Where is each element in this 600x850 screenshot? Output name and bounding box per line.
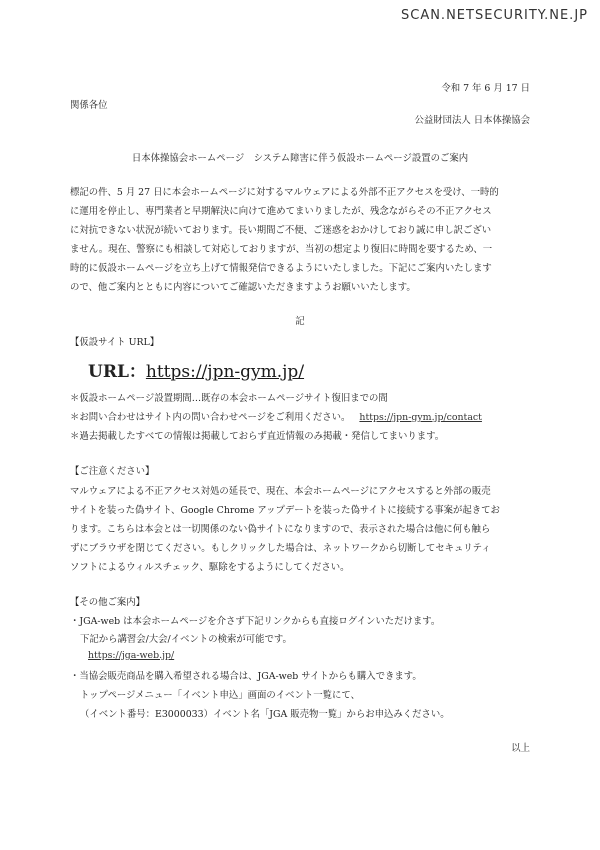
jga-web-url-link[interactable]: https://jga-web.jp/ — [88, 650, 175, 661]
other-item2-line2: トップページメニュー「イベント申込」画面のイベント一覧にて、 — [80, 690, 360, 701]
temp-note-contact-text: ＊お問い合わせはサイト内の問い合わせページをご利用ください。 — [70, 412, 351, 423]
document-date: 令和 7 年 6 月 17 日 — [441, 83, 530, 94]
intro-line: 標記の件、5 月 27 日に本会ホームページに対するマルウェアによる外部不正アクセスを受け、一時的 — [70, 187, 499, 198]
closing-mark: 以上 — [511, 743, 530, 754]
other-item2-line3: （イベント番号：E3000033）イベント名「JGA 販売物一覧」からお申込みください。 — [80, 709, 450, 720]
caution-line: ります。こちらは本会とは一切関係のない偽サイトになりますので、表示された場合は他に何も触ら — [70, 524, 491, 535]
intro-line: に対抗できない状況が続いております。長い期間ご不便、ご迷惑をおかけしており誠に申し訳ござい — [70, 225, 492, 236]
temp-note-period: ＊仮設ホームページ設置期間…既存の本会ホームページサイト復旧までの間 — [70, 393, 388, 404]
jga-web-url-wrapper — [88, 650, 174, 661]
document-title: 日本体操協会ホームページ システム障害に伴う仮設ホームページ設置のご案内 — [131, 153, 469, 164]
temp-note-archive: ＊過去掲載したすべての情報は掲載しておらず直近情報のみ掲載・発信してまいります。 — [70, 431, 445, 442]
temp-site-url — [88, 357, 304, 382]
ki-marker: 記 — [295, 316, 305, 327]
caution-line: ずにブラウザを閉じてください。もしクリックした場合は、ネットワークから切断してセキュリティ — [70, 543, 491, 554]
other-item2-line1: ・当協会販売商品を購入希望される場合は、JGA-web サイトからも購入できます。 — [70, 671, 422, 682]
other-item1-line1: ・JGA-web は本会ホームページを介さず下記リンクからも直接ログインいただけます。 — [70, 616, 441, 627]
other-item1-line2: 下記から講習会/大会/イベントの検索が可能です。 — [80, 634, 292, 645]
caution-line: マルウェアによる不正アクセス対処の延長で、現在、本会ホームページにアクセスすると外部の販売 — [70, 486, 491, 497]
sender: 公益財団法人 日本体操協会 — [414, 115, 530, 126]
contact-url-link[interactable]: https://jpn-gym.jp/contact — [359, 412, 482, 423]
intro-line: ので、他ご案内とともに内容についてご確認いただきますようお願いいたします。 — [70, 282, 416, 293]
caution-line: サイトを装った偽サイト、Google Chrome アップデートを装った偽サイトに接続する事案が起きてお — [70, 505, 500, 516]
caution-line: ソフトによるウィルスチェック、駆除をするようにしてください。 — [70, 562, 350, 573]
caution-heading: 【ご注意ください】 — [70, 466, 155, 477]
site-watermark: SCAN.NETSECURITY.NE.JP — [400, 8, 588, 23]
temp-note-contact — [70, 409, 482, 423]
temp-site-heading: 【仮設サイト URL】 — [70, 337, 160, 348]
intro-line: 時的に仮設ホームページを立ち上げて情報発信できるようにいたしました。下記にご案内いたします — [70, 263, 492, 274]
recipient: 関係各位 — [70, 100, 108, 111]
intro-line: ません。現在、警察にも相談して対応しておりますが、当初の想定より復旧に時間を要するため、一 — [70, 244, 493, 255]
temp-site-url-link[interactable]: https://jpn-gym.jp/ — [145, 362, 305, 382]
url-label: URL： — [88, 362, 146, 382]
other-heading: 【その他ご案内】 — [70, 597, 146, 608]
intro-line: に運用を停止し、専門業者と早期解決に向けて進めてまいりましたが、残念ながらその不正アクセス — [70, 206, 492, 217]
